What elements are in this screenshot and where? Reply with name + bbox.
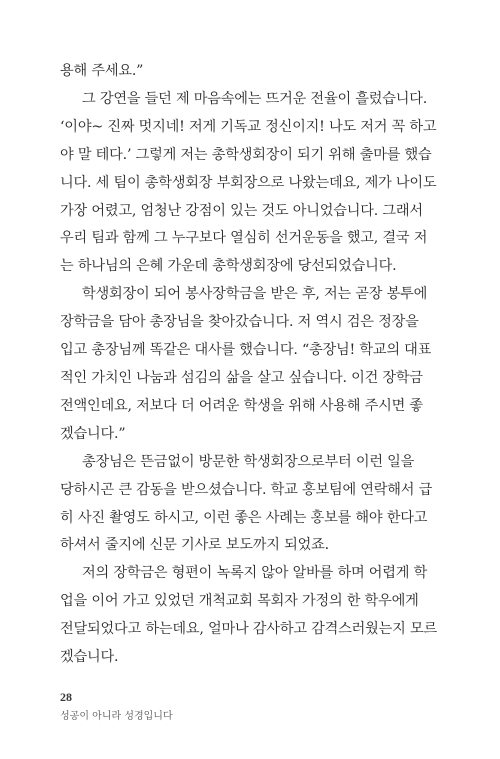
text-line: 그 강연을 들던 제 마음속에는 뜨거운 전율이 흘렀습니다.: [82, 90, 428, 107]
page-number: 28: [60, 690, 72, 704]
text-line: 당하시곤 큰 감동을 받으셨습니다. 학교 홍보팀에 연락해서 급: [60, 481, 433, 498]
text-line: 적인 가치인 나눔과 섬김의 삶을 살고 싶습니다. 이건 장학금: [60, 369, 423, 386]
text-line: 업을 이어 가고 있었던 개척교회 목회자 가정의 한 학우에게: [60, 593, 419, 610]
text-line: 용해 주세요.”: [60, 63, 144, 79]
text-line: 우리 팀과 함께 그 누구보다 열심히 선거운동을 했고, 결국 저: [60, 230, 428, 247]
running-book-title: 성공이 아니라 성경입니다: [60, 711, 173, 722]
paragraph: [60, 449, 440, 561]
text-line: 히 사진 촬영도 하시고, 이런 좋은 사례는 홍보를 해야 한다고: [60, 509, 428, 526]
text-line: 입고 총장님께 똑같은 대사를 했습니다. “총장님! 학교의 대표: [60, 342, 432, 359]
text-line: 니다. 세 팀이 총학생회장 부회장으로 나왔는데요, 제가 나이도: [60, 174, 437, 191]
text-line: 는 하나님의 은혜 가운데 총학생회장에 당선되었습니다.: [60, 258, 397, 275]
text-line: 겠습니다.: [60, 649, 119, 666]
text-line: 겠습니다.”: [60, 425, 126, 442]
paragraph: [60, 560, 440, 672]
text-line: 가장 어렸고, 엄청난 강점이 있는 것도 아니었습니다. 그래서: [60, 202, 423, 219]
text-line: 전달되었다고 하는데요, 얼마나 감사하고 감격스러웠는지 모르: [60, 621, 437, 638]
paragraph: [60, 281, 440, 448]
text-line: 전액인데요, 저보다 더 어려운 학생을 위해 사용해 주시면 좋: [60, 397, 423, 414]
text-line: 학생회장이 되어 봉사장학금을 받은 후, 저는 곧장 봉투에: [82, 286, 428, 303]
text-line: ‘이야~ 진짜 멋지네! 저게 기독교 정신이지! 나도 저거 꼭 하고: [60, 118, 437, 135]
text-line: 하셔서 줄지에 신문 기사로 보도까지 되었죠.: [60, 537, 329, 554]
paragraph: [60, 58, 440, 86]
text-line: 야 말 테다.’ 그렇게 저는 총학생회장이 되기 위해 출마를 했습: [60, 146, 432, 163]
paragraph: [60, 86, 440, 281]
body-text: [60, 58, 440, 672]
text-line: 저의 장학금은 형편이 녹록지 않아 알바를 하며 어렵게 학: [82, 565, 428, 582]
page-footer: [60, 690, 173, 722]
text-line: 총장님은 뜬금없이 방문한 학생회장으로부터 이런 일을: [82, 453, 415, 470]
text-line: 장학금을 담아 총장님을 찾아갔습니다. 저 역시 검은 정장을: [60, 314, 419, 331]
